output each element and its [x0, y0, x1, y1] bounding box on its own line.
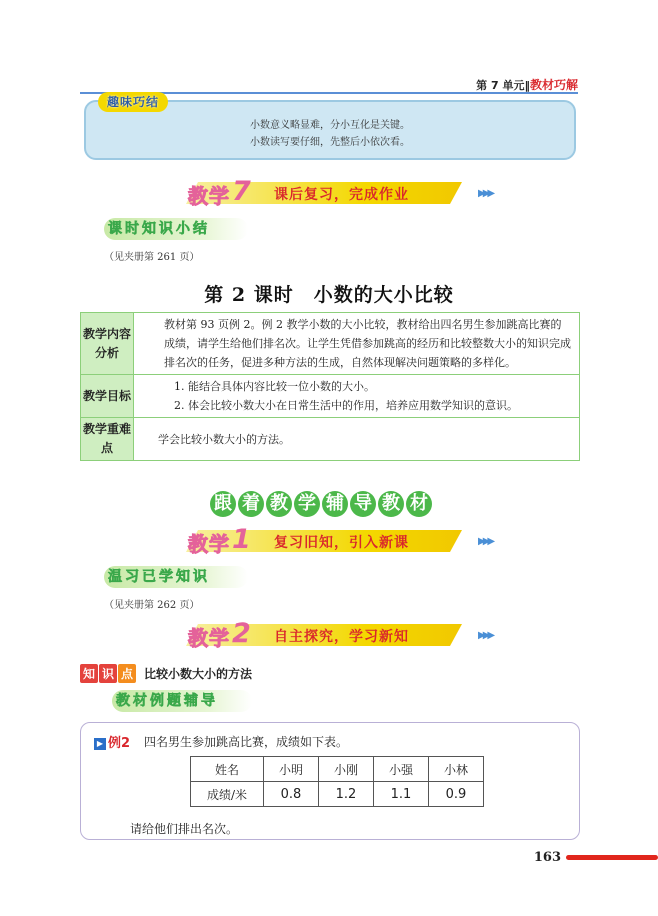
table-row	[191, 757, 484, 782]
triple-arrow-icon: ▶▶▶	[478, 630, 493, 641]
section-banner-1	[186, 524, 493, 556]
table-cell: 小强	[374, 757, 429, 782]
fun-summary-label: 趣味巧结	[98, 92, 168, 112]
banner-char: 学	[294, 491, 320, 517]
lesson-title: 第 2 课时 小数的大小比较	[204, 284, 454, 306]
table-cell: 0.8	[264, 782, 319, 807]
kp-badge-char: 点	[118, 664, 136, 683]
banner-number: 2	[232, 618, 251, 649]
banner-prefix: 教学	[188, 626, 230, 650]
header-separator: ‖	[524, 79, 530, 92]
knowledge-point-heading	[80, 664, 252, 683]
fun-line-2: 小数读写要仔细，先整后小依次看。	[250, 137, 410, 148]
score-table	[190, 756, 484, 807]
table-row	[81, 375, 580, 418]
banner-char: 材	[406, 491, 432, 517]
page-number-bar	[566, 855, 658, 860]
table-cell: 姓名	[191, 757, 264, 782]
page-header	[476, 76, 578, 93]
brand-label: 教材巧解	[529, 78, 578, 92]
example-question: 请给他们排出名次。	[130, 822, 239, 836]
banner-title: 课后复习，完成作业	[274, 187, 409, 203]
row-content: 教材第 93 页例 2。例 2 教学小数的大小比较，教材给出四名男生参加跳高比赛的成绩，请学生给他们排名次。让学生凭借参加跳高的经历和比较整数大小的知识完成排名次的任务，促进多种方法的生成，自然体现解决问题策略的多样化。	[134, 313, 580, 375]
kp-badge-char: 知	[80, 664, 98, 683]
lesson-summary-tag: 课时知识小结	[104, 218, 248, 240]
table-cell: 1.1	[374, 782, 429, 807]
table-cell: 小刚	[319, 757, 374, 782]
row-heading: 教学目标	[81, 375, 134, 418]
follow-teaching-banner	[210, 490, 434, 520]
banner-char: 导	[350, 491, 376, 517]
banner-char: 教	[378, 491, 404, 517]
fun-line-1: 小数意义略显难，分小互化是关键。	[250, 120, 410, 131]
objective-item: 2. 体会比较小数大小在日常生活中的作用，培养应用数学知识的意识。	[174, 399, 518, 412]
table-cell: 0.9	[429, 782, 484, 807]
table-cell: 成绩/米	[191, 782, 264, 807]
example-label: ▶ 例2	[94, 732, 130, 751]
banner-prefix: 教学	[188, 532, 230, 556]
unit-label: 第 7 单元	[476, 79, 525, 92]
row-content: 学会比较小数大小的方法。	[134, 418, 580, 461]
banner-number: 7	[232, 176, 251, 207]
banner-title: 复习旧知，引入新课	[274, 535, 409, 551]
table-cell: 1.2	[319, 782, 374, 807]
table-row	[191, 782, 484, 807]
banner-char: 教	[266, 491, 292, 517]
banner-char: 辅	[322, 491, 348, 517]
review-tag: 温习已学知识	[104, 566, 248, 588]
banner-char: 跟	[210, 491, 236, 517]
table-cell: 小明	[264, 757, 319, 782]
table-row	[81, 313, 580, 375]
row-heading: 教学重难点	[81, 418, 134, 461]
page-number: 163	[533, 850, 561, 865]
table-cell: 小林	[429, 757, 484, 782]
play-triangle-icon: ▶	[94, 738, 106, 750]
example-text: 四名男生参加跳高比赛，成绩如下表。	[144, 735, 349, 749]
kp-badge-char: 识	[99, 664, 117, 683]
reference-note-1: （见夹册第 261 页）	[104, 252, 200, 263]
example-tag: 教材例题辅导	[112, 690, 252, 712]
banner-char: 着	[238, 491, 264, 517]
row-heading: 教学内容分析	[81, 313, 134, 375]
triple-arrow-icon: ▶▶▶	[478, 188, 493, 199]
objective-item: 1. 能结合具体内容比较一位小数的大小。	[174, 380, 375, 393]
row-content	[134, 375, 580, 418]
banner-title: 自主探究，学习新知	[274, 629, 409, 645]
banner-number: 1	[232, 524, 251, 555]
triple-arrow-icon: ▶▶▶	[478, 536, 493, 547]
knowledge-point-title: 比较小数大小的方法	[144, 667, 253, 681]
lesson-info-table	[80, 312, 580, 461]
table-row	[81, 418, 580, 461]
section-banner-2	[186, 618, 493, 650]
reference-note-2: （见夹册第 262 页）	[104, 600, 200, 611]
section-banner-7	[186, 176, 493, 208]
banner-prefix: 教学	[188, 184, 230, 208]
